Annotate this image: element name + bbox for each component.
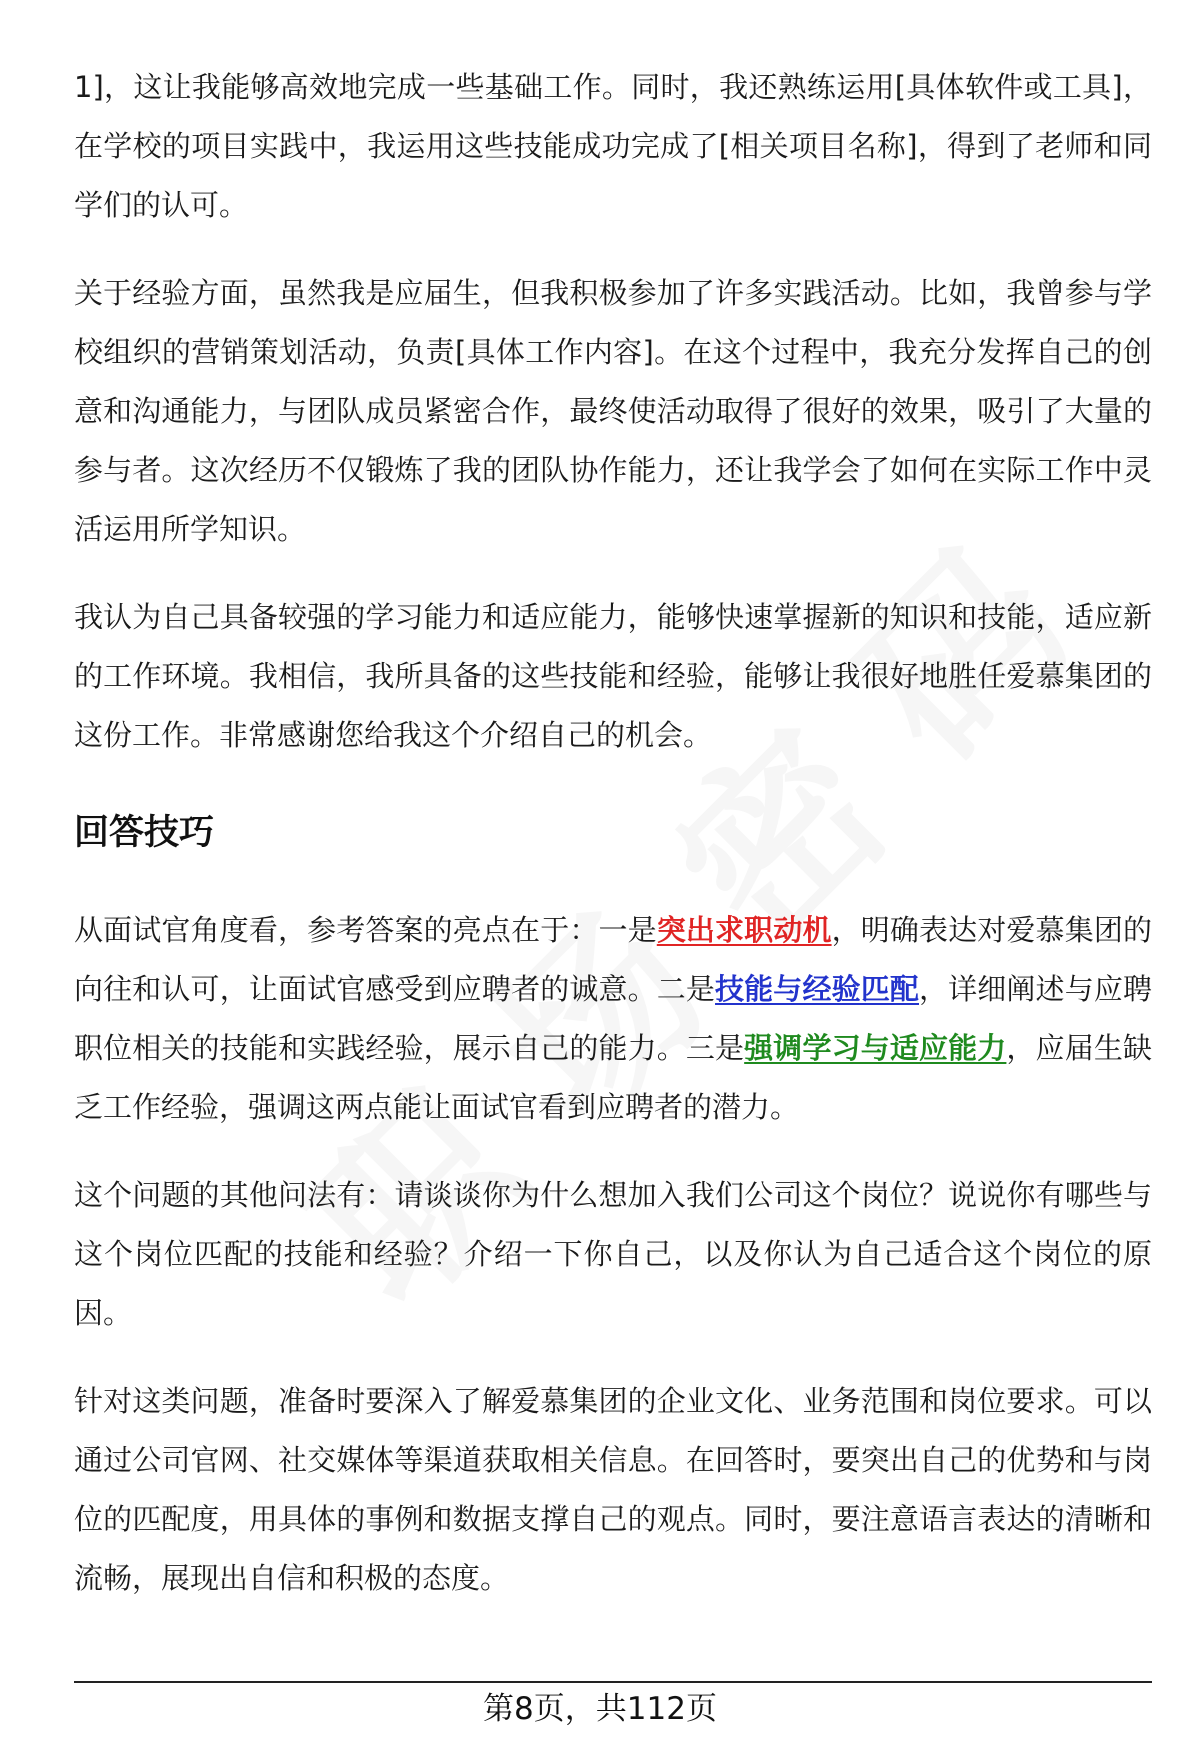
body-paragraph: 针对这类问题，准备时要深入了解爱慕集团的企业文化、业务范围和岗位要求。可以通过公司官网、社交媒体等渠道获取相关信息。在回答时，要突出自己的优势和与岗位的匹配度，用具体的事例和数据支撑自己的观点。同时，要注意语言表达的清晰和流畅，展现出自信和积极的态度。 [74, 1384, 1152, 1595]
tips-text: ，明确表达对爱慕集团的向往和认可，让面试官感受到应聘者的诚意。二是 [74, 913, 1152, 1006]
footer-divider [74, 1681, 1152, 1683]
body-paragraph: 1]，这让我能够高效地完成一些基础工作。同时，我还熟练运用[具体软件或工具]，在学校的项目实践中，我运用这些技能成功完成了[相关项目名称]，得到了老师和同学们的认可。 [74, 70, 1152, 222]
highlight-motivation: 突出求职动机 [656, 913, 832, 947]
highlight-learning-ability: 强调学习与适应能力 [744, 1031, 1007, 1065]
highlight-skills-match: 技能与经验匹配 [715, 972, 919, 1006]
tips-text: ，详细阐述与应聘职位相关的技能和实践经验，展示自己的能力。三是 [74, 972, 1152, 1065]
document-body [74, 58, 1152, 1608]
tips-text: ，应届生缺乏工作经验，强调这两点能让面试官看到应聘者的潜力。 [74, 1031, 1152, 1124]
page-number: 第8页，共112页 [483, 1691, 717, 1727]
body-paragraph: 这个问题的其他问法有：请谈谈你为什么想加入我们公司这个岗位？说说你有哪些与这个岗位匹配的技能和经验？介绍一下你自己，以及你认为自己适合这个岗位的原因。 [74, 1178, 1152, 1330]
body-paragraph: 关于经验方面，虽然我是应届生，但我积极参加了许多实践活动。比如，我曾参与学校组织的营销策划活动，负责[具体工作内容]。在这个过程中，我充分发挥自己的创意和沟通能力，与团队成员紧密合作，最终使活动取得了很好的效果，吸引了大量的参与者。这次经历不仅锻炼了我的团队协作能力，还让我学会了如何在实际工作中灵活运用所学知识。 [74, 276, 1152, 546]
tips-paragraph [74, 901, 1152, 1137]
tips-text: 从面试官角度看，参考答案的亮点在于：一是 [74, 913, 657, 947]
section-heading: 回答技巧 [74, 813, 215, 853]
body-paragraph: 我认为自己具备较强的学习能力和适应能力，能够快速掌握新的知识和技能，适应新的工作环境。我相信，我所具备的这些技能和经验，能够让我很好地胜任爱慕集团的这份工作。非常感谢您给我这个介绍自己的机会。 [74, 600, 1152, 752]
